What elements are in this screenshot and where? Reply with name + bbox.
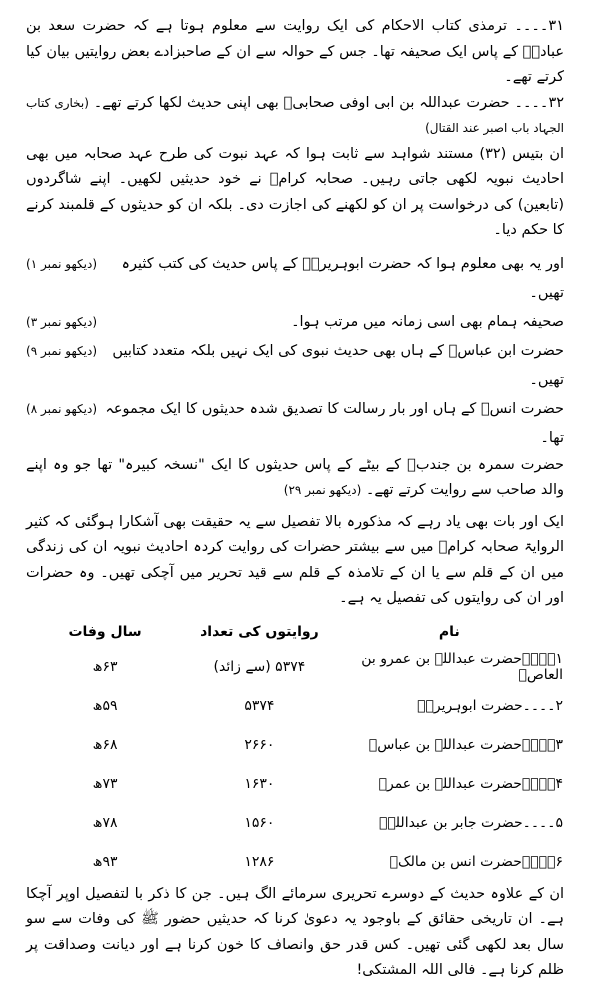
- table-row: [26, 648, 564, 687]
- narration-count: ۱۲۸۶: [244, 854, 275, 870]
- reference-line: [26, 250, 564, 308]
- death-year: ۹۳ھ: [92, 854, 118, 870]
- narration-count: ۱۶۳۰: [244, 776, 275, 792]
- conclusion-paragraph: ایک اور بات بھی یاد رہے کہ مذکورہ بالا تفصیل سے یہ حقیقت بھی آشکارا ہوگئی کہ کثیر الروایۃ صحابہ کرامؓ میں سے بیشتر حضرات کی روایت کردہ احادیث نبویہ ان کی زندگی میں ان کے قلم سے یا ان کے تلامذہ کے قلم سے قید تحریر میں آچکی تھیں۔ وہ حضرات اور ان کی روایتوں کی تفصیل یہ ہے۔: [26, 513, 564, 606]
- death-year: ۶۸ھ: [92, 737, 118, 753]
- reference-number: (دیکھو نمبر ۳): [26, 314, 98, 329]
- paragraph-32: [26, 91, 564, 142]
- reference-number: (دیکھو نمبر ۸): [26, 401, 98, 416]
- reference-line: [26, 337, 564, 395]
- death-year: ۵۹ھ: [92, 698, 118, 714]
- reference-text: صحیفہ ہمام بھی اسی زمانہ میں مرتب ہوا۔: [291, 313, 564, 330]
- table-row: [26, 804, 564, 843]
- header-count: روایتوں کی تعداد: [200, 623, 319, 640]
- narration-count: ۵۳۷۴: [244, 698, 275, 714]
- reference-text: اور یہ بھی معلوم ہوا کہ حضرت ابوہریرہؓ کے پاس حدیث کی کتب کثیرہ تھیں۔: [121, 255, 564, 301]
- paragraph-32-text: ۳۲۔۔۔۔ حضرت عبداللہ بن ابی اوفی صحابیؓ بھی اپنی حدیث لکھا کرتے تھے۔: [93, 94, 565, 111]
- narration-count: ۱۵۶۰: [244, 815, 275, 831]
- reference-text: حضرت ابن عباسؓ کے ہاں بھی حدیث نبوی کی ایک نہیں بلکہ متعدد کتابیں تھیں۔: [112, 342, 564, 388]
- final-paragraph: ان کے علاوہ حدیث کے دوسرے تحریری سرمائے الگ ہیں۔ جن کا ذکر با لتفصیل اوپر آچکا ہے۔ ان تاریخی حقائق کے باوجود یہ دعویٰ کرنا کہ حدیثیں حضور ﷺ کی وفات سے سو سال بعد لکھی گئی تھیں۔ کس قدر حق وانصاف کا خون کرنا ہے اور دیانت وصداقت پر ظلم کرنا ہے۔ فالی اللہ المشتکی!: [26, 885, 564, 978]
- narrators-table: [26, 616, 564, 882]
- summary-paragraph: ان بتیس (۳۲) مستند شواہد سے ثابت ہوا کہ عہد نبوت کی طرح عہد صحابہ میں بھی احادیث نبویہ لکھی جاتی رہیں۔ صحابہ کرامؓ نے خود حدیثیں لکھیں۔ اپنے شاگردوں (تابعین) کی درخواست پر ان کو لکھنے کی اجازت دی۔ بلکہ ان کو حدیثوں کے قلمبند کرنے کا حکم دیا۔: [26, 145, 564, 238]
- narrator-name: ۵۔۔۔۔حضرت جابر بن عبداللہؓ: [378, 815, 563, 831]
- death-year: ۷۳ھ: [92, 776, 118, 792]
- narrator-name: ۱۔۔۔۔حضرت عبداللہ بن عمرو بن العاصؓ: [361, 651, 563, 683]
- narrator-name: ۶۔۔۔۔حضرت انس بن مالکؓ: [389, 854, 563, 870]
- samura-reference: (دیکھو نمبر ۲۹): [283, 483, 362, 497]
- table-row: [26, 843, 564, 882]
- narration-count: ۵۳۷۴ (سے زائد): [213, 659, 306, 675]
- narration-count: ۲۶۶۰: [244, 737, 275, 753]
- narrator-name: ۲۔۔۔۔حضرت ابوہریرہؓ: [417, 698, 563, 714]
- reference-text: حضرت انسؓ کے ہاں اور بار رسالت کا تصدیق شدہ حدیثوں کا ایک مجموعہ تھا۔: [105, 400, 564, 446]
- samura-text: حضرت سمرہ بن جندبؓ کے بیٹے کے پاس حدیثوں کا ایک "نسخہ کبیرہ" تھا جو وہ اپنے والد صاحب سے روایت کرتے تھے۔: [26, 456, 564, 498]
- table-row: [26, 765, 564, 804]
- paragraph-31: ۳۱۔۔۔۔ ترمذی کتاب الاحکام کی ایک روایت سے معلوم ہوتا ہے کہ حضرت سعد بن عبادہؓ کے پاس ایک صحیفہ تھا۔ جس کے حوالہ سے ان کے صاحبزادے بعض روایتیں بیان کیا کرتے تھے۔: [26, 18, 564, 85]
- table-header-row: [26, 616, 564, 648]
- narrator-name: ۳۔۔۔۔حضرت عبداللہ بن عباسؓ: [368, 737, 563, 753]
- header-name: نام: [438, 623, 460, 640]
- reference-number: (دیکھو نمبر ۱): [26, 256, 98, 271]
- table-row: [26, 726, 564, 765]
- death-year: ۷۸ھ: [92, 815, 118, 831]
- reference-line: [26, 308, 564, 337]
- death-year: ۶۳ھ: [92, 659, 118, 675]
- narrator-name: ۴۔۔۔۔حضرت عبداللہ بن عمرؓ: [378, 776, 563, 792]
- table-row: [26, 687, 564, 726]
- header-year: سال وفات: [68, 623, 142, 640]
- reference-line: [26, 395, 564, 453]
- reference-number: (دیکھو نمبر ۹): [26, 343, 98, 358]
- samura-paragraph: [26, 453, 564, 504]
- paragraph-32-reference: (بخاری کتاب الجہاد باب اصبر عند القتال): [26, 95, 564, 135]
